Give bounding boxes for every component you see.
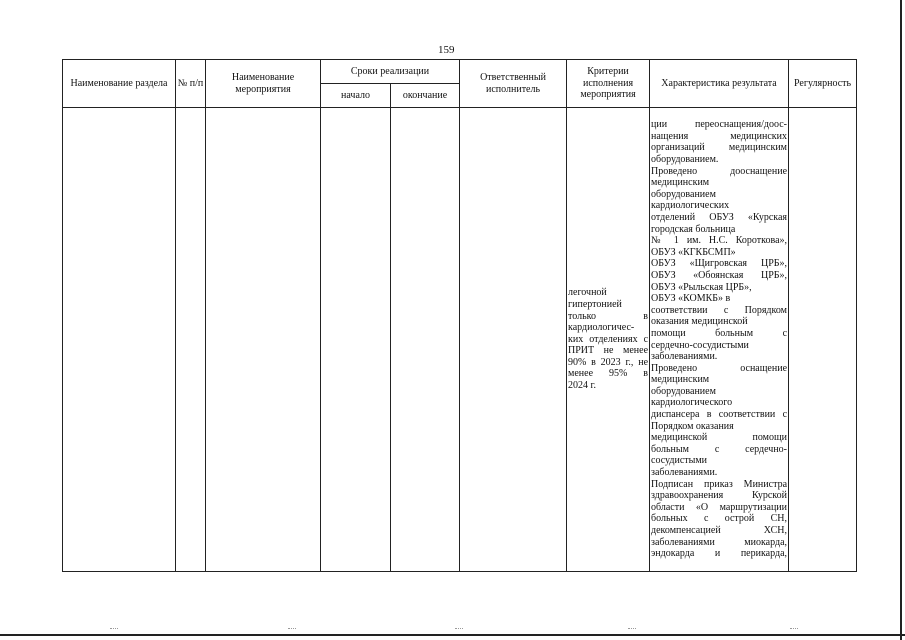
text-line: ких отделениях с — [568, 333, 649, 345]
text-line: Проведено дооснащение — [651, 165, 788, 177]
header-terms: Сроки реализации — [321, 60, 460, 84]
text-line: Порядком оказания — [651, 420, 734, 432]
text-line: медицинским — [651, 177, 710, 189]
scan-artifact — [628, 628, 636, 630]
cell-criteria — [567, 108, 650, 572]
text-line: медицинским — [651, 374, 710, 386]
text-line: кардиологического — [651, 397, 733, 409]
text-line: ции переоснащения/доос- — [651, 119, 788, 131]
text-line: диспансера в соответствии с — [651, 409, 788, 421]
text-line: сердечно-сосудистыми — [651, 339, 749, 351]
scan-artifact — [110, 628, 118, 630]
header-result: Характеристика результата — [650, 60, 789, 108]
criteria-text — [567, 287, 649, 391]
page-number: 159 — [438, 44, 455, 56]
measures-table — [62, 59, 857, 572]
header-section-name: Наименование раздела — [63, 60, 176, 108]
text-line: ОБУЗ «Рыльская ЦРБ», — [651, 281, 752, 293]
cell-section-name — [63, 108, 176, 572]
header-number: № п/п — [176, 60, 206, 108]
cell-end — [391, 108, 460, 572]
cell-result — [650, 108, 789, 572]
header-responsible: Ответственный исполнитель — [460, 60, 567, 108]
cell-number — [176, 108, 206, 572]
text-line: больных с острой СН, — [651, 513, 788, 525]
text-line: заболеваниями. — [651, 467, 718, 479]
cell-start — [321, 108, 391, 572]
text-line: ОБУЗ «КОМКБ» в — [651, 293, 731, 305]
text-line: здравоохранения Курской — [651, 490, 788, 502]
text-line: сосудистыми — [651, 455, 708, 467]
text-line: № 1 им. Н.С. Короткова», — [651, 235, 788, 247]
text-line: помощи больным с — [651, 327, 788, 339]
text-line: 90% в 2023 г., не — [568, 356, 649, 368]
page-edge-right — [900, 0, 902, 640]
text-line: заболеваниями. — [651, 351, 718, 363]
text-line: декомпенсацией ХСН, — [651, 525, 788, 536]
result-text — [650, 119, 788, 560]
text-line: гипертонией — [568, 298, 622, 310]
text-line: оказания медицинской — [651, 316, 748, 328]
text-line: кардиологичес- — [568, 322, 635, 334]
header-end: окончание — [391, 84, 460, 108]
table-row — [63, 108, 857, 572]
text-line: ОБУЗ «Щигровская ЦРБ», — [651, 258, 788, 270]
header-regularity: Регулярность — [789, 60, 857, 108]
text-line: менее 95% в — [568, 368, 649, 380]
header-criteria: Критерии исполнения мероприятия — [567, 60, 650, 108]
text-line: оборудованием. — [651, 154, 719, 165]
header-row-main — [63, 60, 857, 84]
scan-artifact — [455, 628, 463, 630]
scan-artifact — [790, 628, 798, 630]
cell-responsible — [460, 108, 567, 572]
text-line: заболеваниями миокарда, — [651, 536, 788, 548]
text-line: отделений ОБУЗ «Курская — [651, 211, 788, 223]
text-line: 2024 г. — [568, 380, 596, 392]
text-line: медицинской помощи — [651, 432, 788, 444]
header-start: начало — [321, 84, 391, 108]
text-line: Подписан приказ Министра — [651, 478, 788, 490]
header-measure-name: Наименование мероприятия — [206, 60, 321, 108]
text-line: соответствии с Порядком — [651, 304, 788, 316]
text-line: оборудованием — [651, 188, 716, 200]
cell-measure-name — [206, 108, 321, 572]
text-line: Проведено оснащение — [651, 362, 788, 374]
cell-regularity — [789, 108, 857, 572]
text-line: области «О маршрутизации — [651, 501, 788, 513]
text-line: эндокарда и перикарда, — [651, 548, 788, 560]
text-line: городская больница — [651, 223, 736, 235]
text-line: ОБУЗ «Обоянская ЦРБ», — [651, 269, 788, 281]
scan-artifact — [288, 628, 296, 630]
text-line: легочной — [568, 287, 607, 299]
text-line: организаций медицинским — [651, 142, 788, 154]
text-line: только в — [568, 310, 649, 322]
text-line: оборудованием — [651, 385, 716, 397]
text-line: нащения медицинских — [651, 130, 788, 142]
text-line: больным с сердечно- — [651, 443, 788, 455]
text-line: кардиологических — [651, 200, 730, 212]
page-edge-bottom — [0, 634, 905, 636]
text-line: ОБУЗ «КГКБСМП» — [651, 246, 736, 258]
text-line: ПРИТ не менее — [568, 345, 649, 357]
